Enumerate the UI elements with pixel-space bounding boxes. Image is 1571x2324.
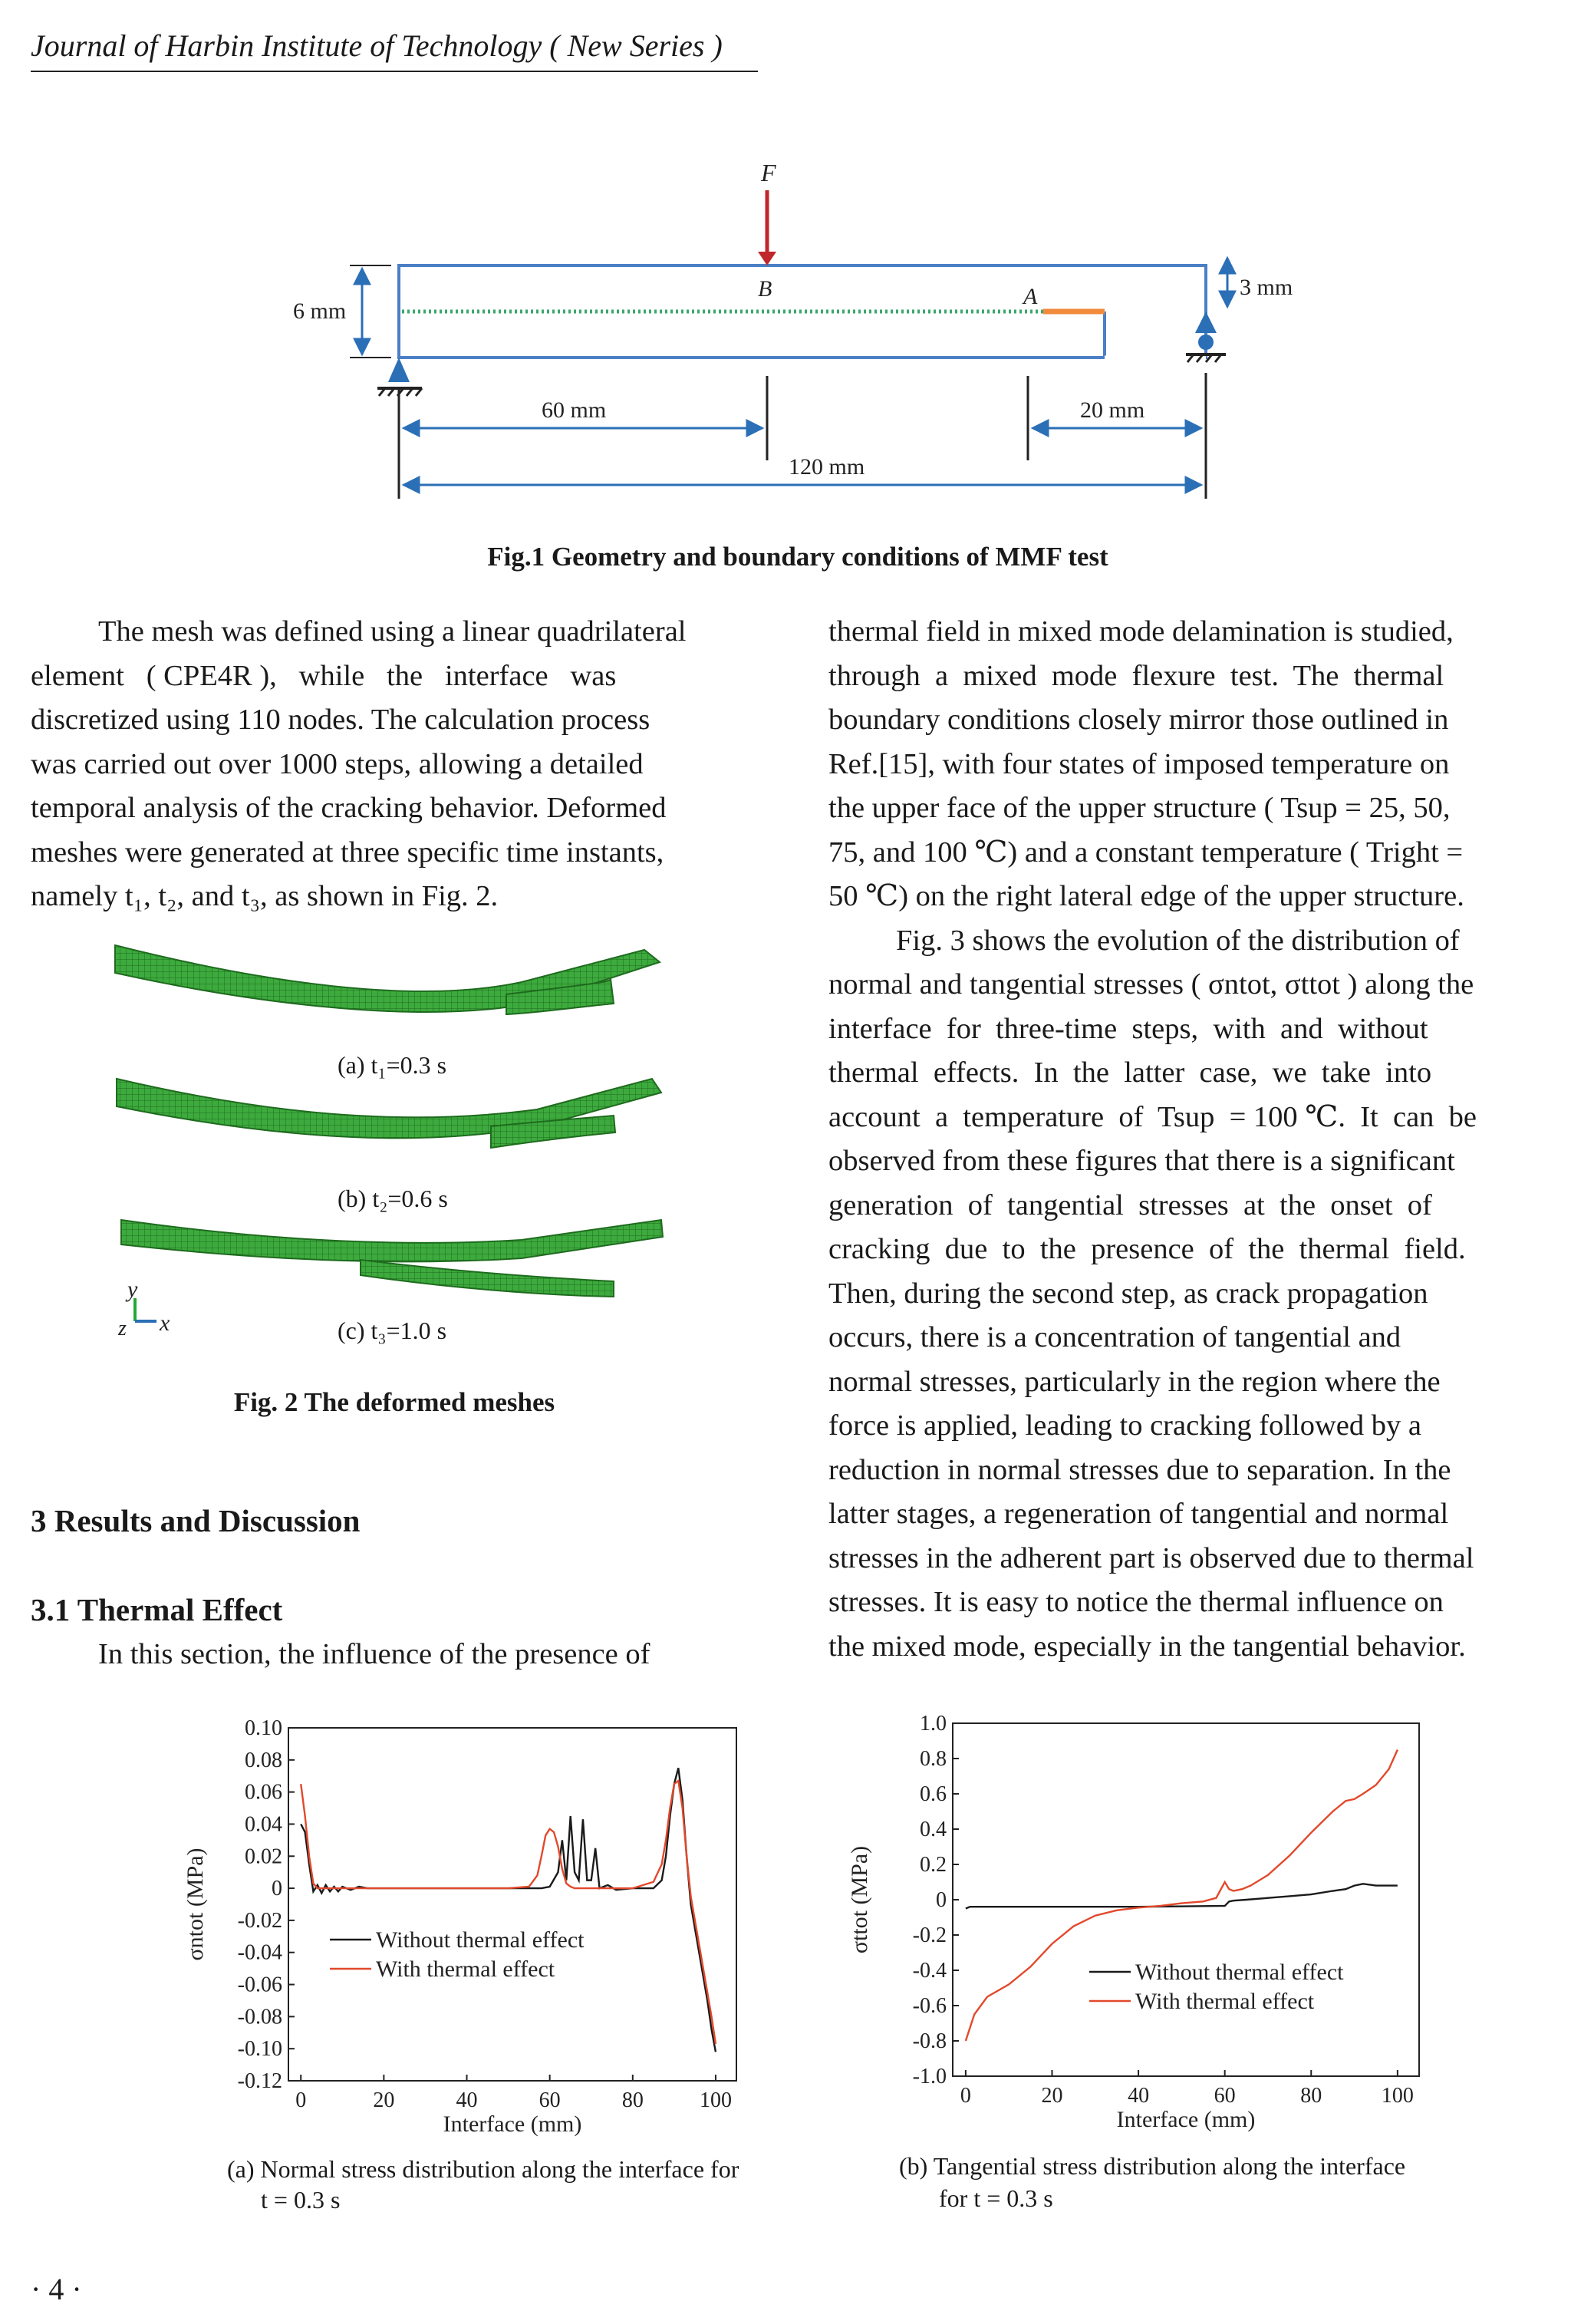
y-tick-label: 0.06 — [245, 1780, 282, 1805]
y-tick-label: 0.04 — [245, 1812, 282, 1837]
y-tick-label: 0.08 — [245, 1748, 282, 1772]
y-tick-label: -0.08 — [237, 2005, 282, 2029]
axis-z-label: z — [118, 1317, 127, 1340]
fig2a-caption: (a) t₁=0.3 s — [338, 1051, 447, 1079]
page-number: · 4 · — [31, 2272, 82, 2306]
fig3b-caption-line1: (b) Tangential stress distribution along the interface — [899, 2152, 1406, 2180]
x-tick-label: 60 — [538, 2088, 561, 2112]
axis-x-label: x — [160, 1310, 170, 1336]
fig1-diagram — [276, 153, 1319, 522]
mesh-c-upper — [121, 1220, 663, 1261]
right-col-line-22: stresses. It is easy to notice the thermal influence on — [828, 1586, 1444, 1618]
right-col-line-16: occurs, there is a concentration of tangential and — [828, 1321, 1401, 1353]
mesh-c-lower — [361, 1260, 614, 1297]
para1-line-4: temporal analysis of the cracking behavior. Deformed — [31, 792, 667, 824]
y-tick-label: 0.8 — [920, 1747, 947, 1771]
para1-line-3: was carried out over 1000 steps, allowing a detailed — [31, 747, 644, 780]
fig1-caption: Fig.1 Geometry and boundary conditions of MMF test — [487, 542, 1108, 572]
left-support — [388, 358, 410, 382]
y-tick-label: 1.0 — [920, 1712, 947, 1736]
right-col-line-12: observed from these figures that there is a significant — [828, 1145, 1455, 1177]
label-A: A — [1023, 284, 1038, 309]
right-support — [1195, 312, 1217, 333]
y-tick-label: -0.2 — [912, 1923, 947, 1947]
legend-label: With thermal effect — [376, 1956, 555, 1982]
y-tick-label: 0.10 — [245, 1716, 282, 1740]
x-axis-label: Interface (mm) — [443, 2111, 582, 2137]
para1-line-1: element ( CPE4R ), while the interface was — [31, 659, 617, 692]
section-3-heading: 3 Results and Discussion — [31, 1503, 361, 1538]
right-col-line-18: force is applied, leading to cracking followed by a — [828, 1409, 1421, 1442]
x-tick-label: 60 — [1214, 2084, 1236, 2108]
right-col-line-15: Then, during the second step, as crack propagation — [828, 1277, 1428, 1310]
right-col-line-2: boundary conditions closely mirror those outlined in — [828, 704, 1449, 736]
plot-frame — [953, 1723, 1419, 2076]
left-column-para2 — [31, 1633, 758, 1677]
right-col-line-7: Fig. 3 shows the evolution of the distribution of — [896, 924, 1460, 957]
y-tick-label: -0.8 — [912, 2029, 947, 2053]
fig3b-caption-line2: for t = 0.3 s — [939, 2184, 1053, 2212]
y-axis-label: σntot (MPa) — [183, 1848, 208, 1961]
journal-header: Journal of Harbin Institute of Technology ( New Series ) — [31, 28, 723, 63]
fig3a-chart — [184, 1717, 782, 2147]
fig2-meshes — [107, 928, 706, 1358]
para1-line-5: meshes were generated at three specific time instants, — [31, 836, 664, 869]
dim-height-label: 6 mm — [293, 298, 347, 324]
y-tick-label: -0.10 — [237, 2037, 282, 2062]
right-col-line-17: normal stresses, particularly in the region where the — [828, 1365, 1441, 1398]
fig3a-caption-line2: t = 0.3 s — [261, 2186, 341, 2214]
x-tick-label: 0 — [960, 2084, 971, 2108]
y-tick-label: 0.6 — [920, 1782, 947, 1806]
y-tick-label: 0 — [936, 1888, 947, 1912]
y-tick-label: -0.02 — [237, 1908, 282, 1933]
right-col-line-3: Ref.[15], with four states of imposed temperature on — [828, 747, 1450, 780]
right-col-line-10: thermal effects. In the latter case, we take into — [828, 1057, 1432, 1089]
right-col-line-20: latter stages, a regeneration of tangential and normal — [828, 1498, 1449, 1530]
label-B: B — [758, 276, 772, 302]
x-tick-label: 20 — [373, 2088, 395, 2112]
x-tick-label: 100 — [1381, 2084, 1414, 2108]
y-tick-label: -0.12 — [237, 2069, 282, 2093]
plot-frame — [288, 1728, 736, 2081]
right-col-line-8: normal and tangential stresses ( σntot, σttot ) along the — [828, 968, 1474, 1000]
x-tick-label: 40 — [456, 2088, 478, 2112]
y-tick-label: -0.04 — [237, 1940, 282, 1965]
x-axis-label: Interface (mm) — [1116, 2107, 1256, 2132]
right-col-line-14: cracking due to the presence of the thermal field. — [828, 1233, 1466, 1265]
x-tick-label: 100 — [699, 2088, 732, 2112]
right-col-line-21: stresses in the adherent part is observed due to thermal — [828, 1541, 1474, 1574]
right-col-line-0: thermal field in mixed mode delamination is studied, — [828, 615, 1454, 648]
para1-line-0: The mesh was defined using a linear quadrilateral — [98, 615, 687, 648]
right-col-line-19: reduction in normal stresses due to separation. In the — [828, 1453, 1451, 1486]
x-tick-label: 80 — [1300, 2084, 1322, 2108]
y-axis-label: σttot (MPa) — [847, 1845, 872, 1954]
x-tick-label: 20 — [1041, 2084, 1063, 2108]
legend-label: Without thermal effect — [1135, 1960, 1344, 1985]
y-tick-label: -1.0 — [912, 2065, 947, 2088]
fig3b-chart — [847, 1712, 1459, 2144]
fig2c-caption: (c) t₃=1.0 s — [338, 1317, 447, 1344]
header-rule — [31, 71, 758, 72]
load-arrow — [758, 252, 776, 265]
y-tick-label: -0.6 — [912, 1994, 947, 2018]
y-tick-label: 0.4 — [920, 1818, 947, 1841]
para1-line-2: discretized using 110 nodes. The calculation process — [31, 704, 650, 736]
para2: In this section, the influence of the presence of — [98, 1638, 650, 1670]
dim-120-label: 120 mm — [789, 454, 865, 480]
fig2b-caption: (b) t₂=0.6 s — [338, 1185, 448, 1212]
right-col-line-13: generation of tangential stresses at the onset of — [828, 1188, 1432, 1221]
right-col-line-23: the mixed mode, especially in the tangential behavior. — [828, 1630, 1466, 1663]
x-tick-label: 0 — [295, 2088, 307, 2112]
right-col-line-1: through a mixed mode flexure test. The thermal — [828, 659, 1444, 692]
right-col-line-5: 75, and 100 ℃) and a constant temperature ( Tright = — [828, 836, 1464, 869]
right-col-line-6: 50 ℃) on the right lateral edge of the upper structure. — [828, 880, 1464, 912]
y-tick-label: 0.02 — [245, 1844, 282, 1869]
y-tick-label: -0.4 — [912, 1959, 947, 1983]
left-column-para1 — [31, 610, 758, 919]
series-line-without-thermal — [301, 1768, 716, 2052]
right-col-line-9: interface for three-time steps, with and without — [828, 1012, 1428, 1045]
right-col-line-11: account a temperature of Tsup = 100 ℃. It can be — [828, 1100, 1477, 1133]
dim-60-label: 60 mm — [542, 397, 607, 423]
dim-crack-label: 3 mm — [1240, 275, 1293, 300]
section-3-1-heading: 3.1 Thermal Effect — [31, 1592, 283, 1627]
y-tick-label: 0 — [272, 1877, 282, 1901]
legend-label: With thermal effect — [1135, 1989, 1315, 2014]
right-column — [828, 610, 1556, 1669]
legend-label: Without thermal effect — [376, 1927, 585, 1953]
label-F: F — [761, 159, 776, 186]
para1-line-6: namely t₁, t₂, and t₃, as shown in Fig. 2. — [31, 880, 499, 912]
x-tick-label: 40 — [1128, 2084, 1150, 2108]
axis-y-label: y — [127, 1277, 138, 1302]
fig2-caption: Fig. 2 The deformed meshes — [233, 1387, 555, 1417]
series-line-without-thermal — [966, 1884, 1398, 1908]
right-col-line-4: the upper face of the upper structure ( Tsup = 25, 50, — [828, 792, 1451, 824]
series-line-with-thermal — [301, 1781, 716, 2044]
fig3a-caption-line1: (a) Normal stress distribution along the interface for — [227, 2155, 739, 2183]
dim-20-label: 20 mm — [1080, 397, 1145, 423]
y-tick-label: 0.2 — [920, 1853, 947, 1877]
x-tick-label: 80 — [621, 2088, 644, 2112]
y-tick-label: -0.06 — [237, 1973, 282, 1997]
